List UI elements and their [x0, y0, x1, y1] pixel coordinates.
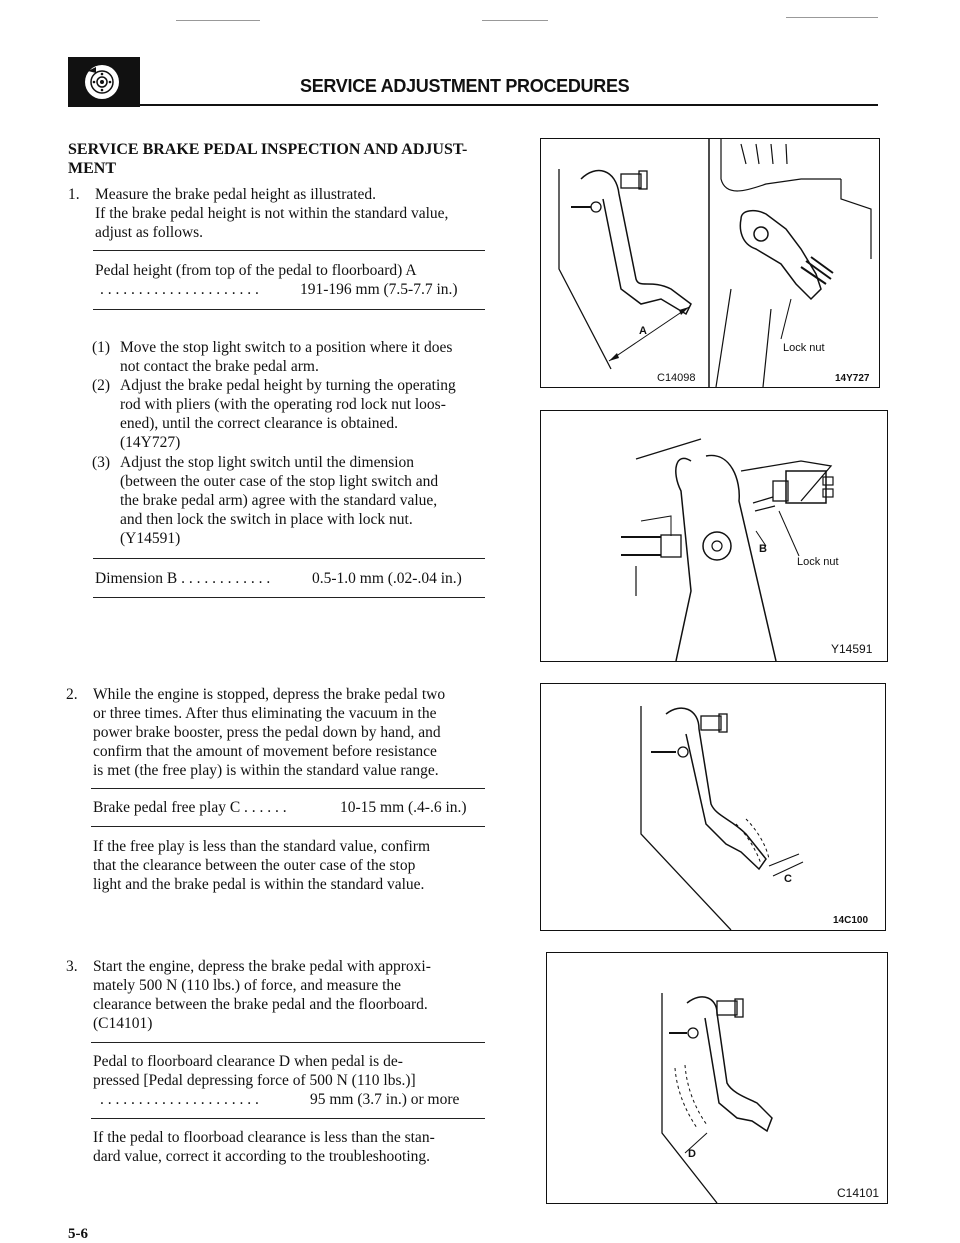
section-title: SERVICE BRAKE PEDAL INSPECTION AND ADJUST- MENT: [68, 141, 468, 177]
figure-stop-light-switch: [540, 410, 888, 662]
floorboard-clearance-illustration: [547, 953, 887, 1203]
spec-rule: [93, 597, 485, 598]
pedal-height-spec-dots: . . . . . . . . . . . . . . . . . . . . .: [100, 281, 259, 298]
figure-code-y14591: Y14591: [831, 642, 873, 656]
figure-code-14y727: 14Y727: [835, 373, 870, 384]
substep-2-text: Adjust the brake pedal height by turning the operating rod with pliers (with the operating rod lock nut loos- ened), until the correct clearance is obtained. (14Y727): [120, 377, 456, 451]
step-1-number: 1.: [68, 186, 80, 203]
spec-rule: [91, 1042, 485, 1043]
lock-nut-label: Lock nut: [797, 556, 839, 568]
top-rule-mark: [176, 20, 260, 21]
label-b: B: [759, 543, 767, 555]
label-d: D: [688, 1148, 696, 1160]
header-rule: [68, 104, 878, 106]
spec-rule: [91, 1118, 485, 1119]
free-play-value: 10-15 mm (.4-.6 in.): [340, 799, 467, 816]
floorboard-clearance-label-1: Pedal to floorboard clearance D when pedal is de-: [93, 1053, 403, 1070]
page-number: 5-6: [68, 1226, 88, 1242]
spec-rule: [91, 788, 485, 789]
step-2-number: 2.: [66, 686, 78, 703]
floorboard-clearance-dots: . . . . . . . . . . . . . . . . . . . . .: [100, 1091, 259, 1108]
step-3-number: 3.: [66, 958, 78, 975]
substep-2-number: (2): [92, 377, 111, 394]
free-play-label: Brake pedal free play C . . . . . .: [93, 799, 287, 816]
stop-light-switch-illustration: [541, 411, 887, 661]
pedal-height-spec-value: 191-196 mm (7.5-7.7 in.): [300, 281, 458, 298]
spec-rule: [93, 309, 485, 310]
brake-disc-icon: [68, 57, 140, 107]
substep-3-number: (3): [92, 454, 111, 471]
pedal-height-spec-label: Pedal height (from top of the pedal to floorboard) A: [95, 262, 417, 279]
lock-nut-label: Lock nut: [783, 342, 825, 354]
top-rule-mark: [482, 20, 548, 21]
spec-rule: [93, 558, 485, 559]
figure-free-play: [540, 683, 886, 931]
step-3-note: If the pedal to floorboad clearance is less than the stan- dard value, correct it according to the troubleshooting.: [93, 1129, 435, 1165]
spec-rule: [93, 250, 485, 251]
dimension-b-value: 0.5-1.0 mm (.02-.04 in.): [312, 570, 462, 587]
figure-code-c14098: C14098: [657, 372, 696, 384]
figure-code-c14101: C14101: [837, 1186, 880, 1200]
substep-1-text: Move the stop light switch to a position where it does not contact the brake pedal arm.: [120, 339, 453, 375]
step-1-text: Measure the brake pedal height as illustrated. If the brake pedal height is not within the standard value, adjust as follows.: [95, 186, 449, 241]
floorboard-clearance-value: 95 mm (3.7 in.) or more: [310, 1091, 460, 1108]
pedal-height-illustration: [541, 139, 879, 387]
step-3-text: Start the engine, depress the brake pedal with approxi- mately 500 N (110 lbs.) of force, and measure the clearance between the brake pedal and the floorboard. (C14101): [93, 958, 431, 1032]
figure-floorboard-clearance: [546, 952, 888, 1204]
substep-3-text: Adjust the stop light switch until the dimension (between the outer case of the stop light switch and the brake pedal arm) agree with the standard value, and then lock the switch in place with lock nut. (Y14591): [120, 454, 439, 547]
floorboard-clearance-label-2: pressed [Pedal depressing force of 500 N (110 lbs.)]: [93, 1072, 416, 1089]
section-logo: [68, 57, 140, 107]
step-2-text: While the engine is stopped, depress the brake pedal two or three times. After thus eliminating the vacuum in the power brake booster, press the pedal down by hand, and confirm that the amount of movement before resistance is met (the free play) is within the standard value range.: [93, 686, 446, 779]
figure-code-14c100: 14C100: [833, 915, 869, 926]
top-rule-mark: [786, 17, 878, 18]
step-2-note: If the free play is less than the standard value, confirm that the clearance between the outer case of the stop light and the brake pedal is within the standard value.: [93, 838, 431, 893]
figure-pedal-height: [540, 138, 880, 388]
label-c: C: [784, 873, 792, 885]
free-play-illustration: [541, 684, 885, 930]
dimension-b-label: Dimension B . . . . . . . . . . . .: [95, 570, 271, 587]
spec-rule: [91, 826, 485, 827]
page-title: SERVICE ADJUSTMENT PROCEDURES: [300, 76, 630, 96]
label-a: A: [639, 325, 647, 337]
substep-1-number: (1): [92, 339, 111, 356]
